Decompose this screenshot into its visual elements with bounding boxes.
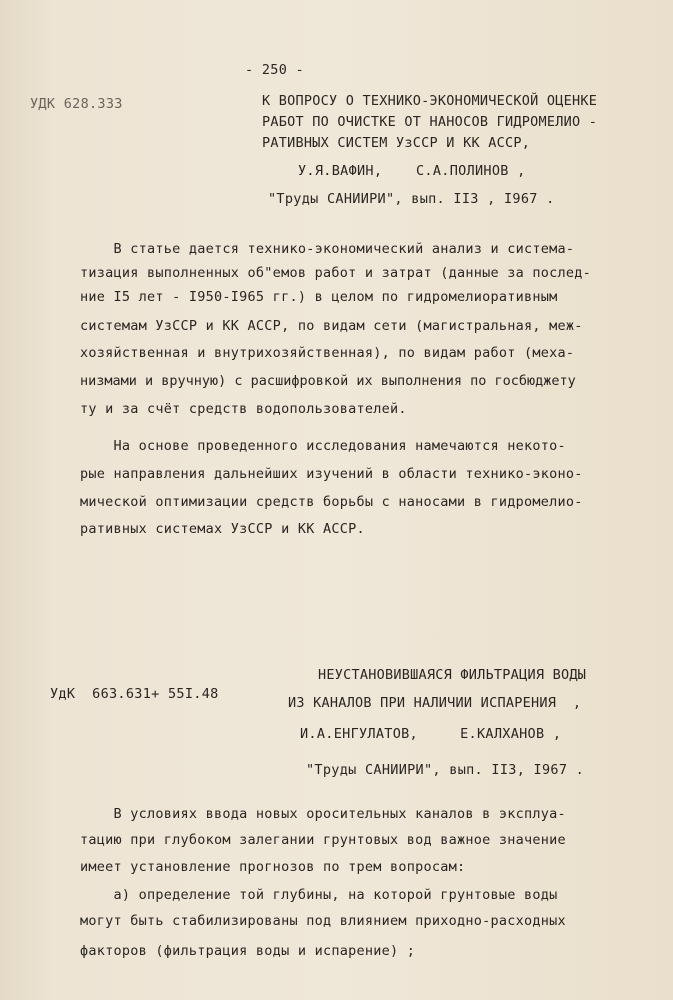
page-number: - 250 -: [245, 62, 304, 78]
title-line: РАТИВНЫХ СИСТЕМ УзССР И КК АССР,: [262, 135, 531, 151]
title-line: К ВОПРОСУ О ТЕХНИКО-ЭКОНОМИЧЕСКОЙ ОЦЕНКЕ: [262, 93, 598, 109]
text-line: В статье дается технико-экономический анализ и система-: [80, 241, 575, 257]
text-line: факторов (фильтрация воды и испарение) ;: [80, 943, 416, 959]
title-line: НЕУСТАНОВИВШАЯСЯ ФИЛЬТРАЦИЯ ВОДЫ: [318, 667, 587, 683]
text-line: ние I5 лет - I950-I965 гг.) в целом по гидромелиоративным: [80, 289, 558, 305]
text-line: низмами и вручную) с расшифровкой их выполнения по госбюджету: [80, 373, 576, 389]
authors: И.А.ЕНГУЛАТОВ, Е.КАЛХАНОВ ,: [300, 726, 562, 742]
source-citation: "Труды САНИИРИ", вып. II3 , I967 .: [268, 191, 555, 207]
text-line: системам УзССР и КК АССР, по видам сети (магистральная, меж-: [80, 318, 583, 334]
text-line: На основе проведенного исследования намечаются некото-: [80, 438, 566, 454]
text-line: В условиях ввода новых оросительных каналов в эксплуа-: [80, 806, 566, 822]
title-line: ИЗ КАНАЛОВ ПРИ НАЛИЧИИ ИСПАРЕНИЯ ,: [288, 695, 582, 711]
text-line: тизация выполненных об"емов работ и затрат (данные за послед-: [80, 265, 592, 281]
title-line: РАБОТ ПО ОЧИСТКЕ ОТ НАНОСОВ ГИДРОМЕЛИО -: [262, 114, 598, 130]
text-line: мической оптимизации средств борьбы с наносами в гидромелио-: [80, 494, 583, 510]
text-line: а) определение той глубины, на которой грунтовые воды: [80, 887, 558, 903]
text-line: имеет установление прогнозов по трем вопросам:: [80, 859, 466, 875]
authors: У.Я.ВАФИН, С.А.ПОЛИНОВ ,: [298, 163, 526, 179]
udk-code: УДК 628.333: [30, 96, 123, 112]
source-citation: "Труды САНИИРИ", вып. II3, I967 .: [306, 762, 585, 778]
text-line: ративных системах УзССР и КК АССР.: [80, 521, 365, 537]
text-line: могут быть стабилизированы под влиянием приходно-расходных: [80, 913, 566, 929]
udk-code: УдК 663.631+ 55I.48: [50, 686, 219, 702]
text-line: хозяйственная и внутрихозяйственная), по видам работ (меха-: [80, 345, 575, 361]
text-line: тацию при глубоком залегании грунтовых вод важное значение: [80, 832, 566, 848]
text-line: рые направления дальнейших изучений в области технико-эконо-: [80, 466, 583, 482]
text-line: ту и за счёт средств водопользователей.: [80, 401, 407, 417]
